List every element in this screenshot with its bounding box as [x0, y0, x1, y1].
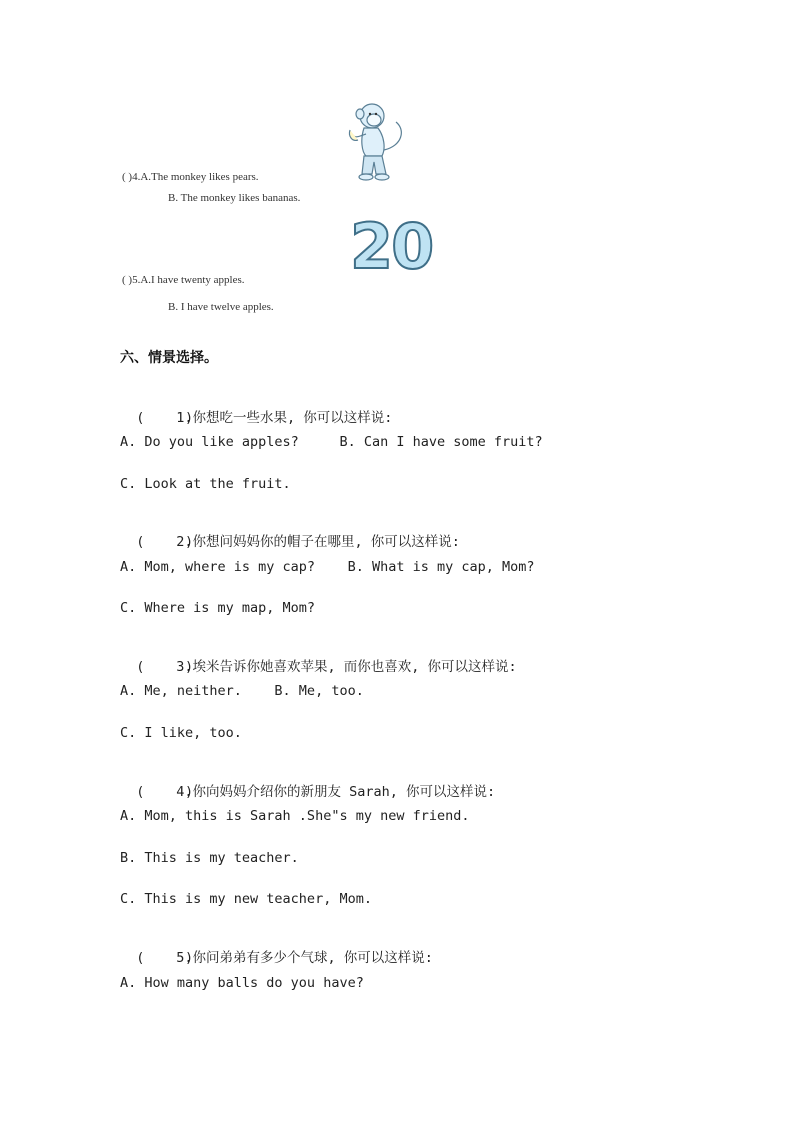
- picture-question-5-a: [122, 274, 245, 286]
- stem-text: 4.你向妈妈介绍你的新朋友 Sarah, 你可以这样说:: [176, 784, 496, 800]
- option-text: B. I have twelve apples.: [168, 301, 274, 313]
- number-text: 20: [350, 210, 433, 283]
- question-2-option-line-2: C. Where is my map, Mom?: [120, 600, 316, 616]
- answer-paren[interactable]: ( )5.: [122, 274, 141, 286]
- question-1-option-line-2: C. Look at the fruit.: [120, 476, 291, 492]
- question-4-option-line-1: A. Mom, this is Sarah .She"s my new friend.: [120, 808, 470, 824]
- number-twenty-picture: [350, 210, 433, 283]
- option-text: A.I have twenty apples.: [140, 274, 245, 286]
- answer-paren[interactable]: ( ): [136, 950, 194, 966]
- stem-text: 3.埃米告诉你她喜欢苹果, 而你也喜欢, 你可以这样说:: [176, 659, 517, 675]
- stem-text: 2.你想问妈妈你的帽子在哪里, 你可以这样说:: [176, 534, 460, 550]
- answer-paren[interactable]: ( ): [136, 410, 194, 426]
- option-text: A.The monkey likes pears.: [140, 171, 259, 183]
- section-title: 六、情景选择。: [120, 350, 218, 366]
- stem-text: 5.你问弟弟有多少个气球, 你可以这样说:: [176, 950, 433, 966]
- picture-question-5-b: [168, 301, 274, 313]
- monkey-holding-banana-icon: [344, 100, 410, 184]
- question-3-stem: [120, 639, 517, 675]
- answer-paren[interactable]: ( ): [136, 534, 194, 550]
- answer-paren[interactable]: ( )4.: [122, 171, 141, 183]
- question-1-stem: [120, 390, 392, 426]
- picture-question-4-b: [168, 192, 300, 204]
- question-2-option-line-1: A. Mom, where is my cap? B. What is my cap, Mom?: [120, 559, 535, 575]
- answer-paren[interactable]: ( ): [136, 784, 194, 800]
- answer-paren[interactable]: ( ): [136, 659, 194, 675]
- question-3-option-line-2: C. I like, too.: [120, 725, 242, 741]
- question-4-stem: [120, 764, 495, 800]
- stem-text: 1.你想吃一些水果, 你可以这样说:: [176, 410, 393, 426]
- question-5-stem: [120, 930, 433, 966]
- question-3-option-line-1: A. Me, neither. B. Me, too.: [120, 683, 364, 699]
- question-5-option-line-1: A. How many balls do you have?: [120, 975, 364, 991]
- question-4-option-line-2: B. This is my teacher.: [120, 850, 299, 866]
- option-text: B. The monkey likes bananas.: [168, 192, 301, 204]
- picture-question-4-a: [122, 171, 259, 183]
- question-1-option-line-1: A. Do you like apples? B. Can I have some fruit?: [120, 434, 543, 450]
- question-4-option-line-3: C. This is my new teacher, Mom.: [120, 891, 372, 907]
- question-2-stem: [120, 514, 460, 550]
